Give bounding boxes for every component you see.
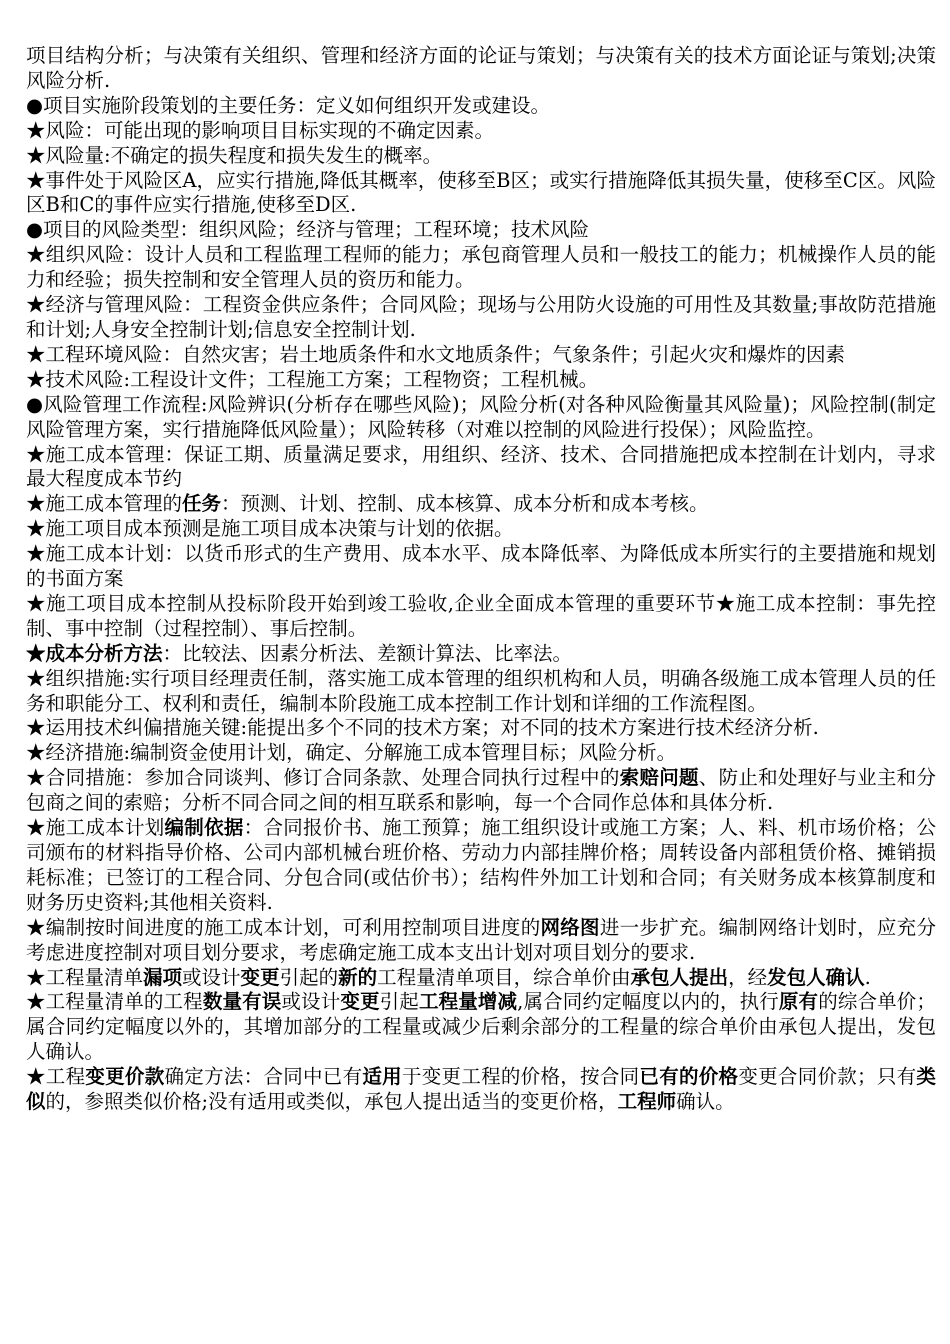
text-run: ：合同报价书、施工预算；施工组织设计或施工方案；人、料、机市场价格；公司颁布的材料指导价格、公司内部机械台班价格、劳动力内部挂牌价格；周转设备内部租赁价格、摊销损耗标准；已签订的工程合同、分包合同(或估价书）；结构件外加工计划和合同；有关财务成本核算制度和财务历史资料;其他相关资料. xyxy=(26,816,936,914)
paragraph xyxy=(26,592,936,642)
paragraph xyxy=(26,119,936,144)
bold-text-run: 工程师 xyxy=(617,1090,677,1114)
text-run: ★风险：可能出现的影响项目目标实现的不确定因素。 xyxy=(26,118,495,142)
text-run: 工程量清单项目，综合单价由 xyxy=(377,965,631,989)
bold-text-run: 索赔问题 xyxy=(619,766,699,790)
paragraph xyxy=(26,1065,936,1115)
paragraph xyxy=(26,990,936,1065)
paragraph xyxy=(26,816,936,916)
text-run: ★事件处于风险区A，应实行措施,降低其概率，使移至B区；或实行措施降低其损失量，使移至C区。风险区B和C的事件应实行措施,使移至D区. xyxy=(26,168,936,217)
text-run: 或设计 xyxy=(182,965,241,989)
text-run: ●项目实施阶段策划的主要任务：定义如何组织开发或建设。 xyxy=(26,93,551,117)
paragraph xyxy=(26,368,936,393)
text-run: ★组织风险：设计人员和工程监理工程师的能力；承包商管理人员和一般技工的能力；机械操作人员的能力和经验；损失控制和安全管理人员的资历和能力。 xyxy=(26,243,936,292)
bold-text-run: 新的 xyxy=(338,965,378,989)
text-run: ★施工项目成本控制从投标阶段开始到竣工验收,企业全面成本管理的重要环节★施工成本控制：事先控制、事中控制（过程控制）、事后控制。 xyxy=(26,591,936,640)
text-run: ★组织措施:实行项目经理责任制，落实施工成本管理的组织机构和人员，明确各级施工成本管理人员的任务和职能分工、权利和责任，编制本阶段施工成本控制工作计划和详细的工作流程图。 xyxy=(26,666,936,715)
text-run: 或设计 xyxy=(281,990,341,1014)
text-run: ★施工成本管理的 xyxy=(26,492,183,516)
paragraph xyxy=(26,542,936,592)
paragraph xyxy=(26,218,936,243)
text-run: ★施工成本管理：保证工期、质量满足要求，用组织、经济、技术、合同措施把成本控制在计划内，寻求最大程度成本节约 xyxy=(26,442,936,491)
paragraph xyxy=(26,94,936,119)
paragraph xyxy=(26,144,936,169)
text-run: 的，参照类似价格;没有适用或类似，承包人提出适当的变更价格， xyxy=(45,1090,618,1114)
text-run: ★编制按时间进度的施工成本计划，可利用控制项目进度的 xyxy=(26,915,541,939)
text-run: ★合同措施：参加合同谈判、修订合同条款、处理合同执行过程中的 xyxy=(26,766,620,790)
bold-text-run: 漏项 xyxy=(143,965,183,989)
bold-text-run: 类似 xyxy=(26,1065,936,1114)
text-run: ,属合同约定幅度以内的，执行 xyxy=(517,990,779,1014)
text-run: ★施工项目成本预测是施工项目成本决策与计划的依据。 xyxy=(26,517,514,541)
bold-text-run: 变更 xyxy=(340,990,380,1014)
bold-text-run: 数量有误 xyxy=(202,990,282,1014)
text-run: ★经济措施:编制资金使用计划，确定、分解施工成本管理目标；风险分析。 xyxy=(26,741,677,765)
paragraph xyxy=(26,243,936,293)
bold-text-run: 变更价款 xyxy=(85,1065,165,1089)
paragraph xyxy=(26,293,936,343)
bold-text-run: 变更 xyxy=(240,965,280,989)
text-run: ★运用技术纠偏措施关键:能提出多个不同的技术方案；对不同的技术方案进行技术经济分析. xyxy=(26,716,819,740)
paragraph xyxy=(26,642,936,667)
text-run: ●项目的风险类型：组织风险；经济与管理；工程环境；技术风险 xyxy=(26,218,590,242)
paragraph xyxy=(26,44,936,94)
paragraph xyxy=(26,741,936,766)
document-body xyxy=(26,44,936,1115)
paragraph xyxy=(26,343,936,368)
text-run: 进一步扩充。编制网络计划时，应充分考虑进度控制对项目划分要求，考虑确定施工成本支出计划对项目划分的要求. xyxy=(26,915,936,964)
bold-text-run: 网络图 xyxy=(540,915,600,939)
paragraph xyxy=(26,716,936,741)
paragraph xyxy=(26,443,936,493)
text-run: ★技术风险:工程设计文件；工程施工方案；工程物资；工程机械。 xyxy=(26,367,599,391)
paragraph xyxy=(26,766,936,816)
text-run: ，经 xyxy=(728,965,768,989)
text-run: ：预测、计划、控制、成本核算、成本分析和成本考核。 xyxy=(221,492,709,516)
text-run: 、防止和处理好与业主和分包商之间的索赔；分析不同合同之间的相互联系和影响，每一个合同作总体和具体分析. xyxy=(26,766,936,815)
text-run: 确认。 xyxy=(676,1090,735,1114)
text-run: ★工程量清单 xyxy=(26,965,144,989)
bold-text-run: 发包人确认 xyxy=(767,965,865,989)
text-run: ★施工成本计划：以货币形式的生产费用、成本水平、成本降低率、为降低成本所实行的主要措施和规划的书面方案 xyxy=(26,542,936,591)
text-run: ★工程环境风险：自然灾害；岩土地质条件和水文地质条件；气象条件；引起火灾和爆炸的因素 xyxy=(26,342,846,366)
paragraph xyxy=(26,393,936,443)
bold-text-run: 任务 xyxy=(182,492,222,516)
text-run: ★工程量清单的工程 xyxy=(26,990,203,1014)
text-run: 的综合单价；属合同约定幅度以外的，其增加部分的工程量或减少后剩余部分的工程量的综合单价由承包人提出，发包人确认。 xyxy=(26,990,936,1064)
bold-text-run: 适用 xyxy=(362,1065,402,1089)
text-run: 确定方法：合同中已有 xyxy=(164,1065,363,1089)
bold-text-run: 工程量增减 xyxy=(418,990,518,1014)
text-run: 于变更工程的价格，按合同 xyxy=(401,1065,640,1089)
text-run: ★施工成本计划 xyxy=(26,816,165,840)
text-run: ★经济与管理风险：工程资金供应条件；合同风险；现场与公用防火设施的可用性及其数量;事故防范措施和计划;人身安全控制计划;信息安全控制计划. xyxy=(26,293,936,341)
bold-text-run: ★成本分析方法 xyxy=(26,641,163,665)
text-run: 引起的 xyxy=(279,965,339,989)
text-run: ●风险管理工作流程:风险辨识(分析存在哪些风险)；风险分析(对各种风险衡量其风险量)；风险控制(制定风险管理方案，实行措施降低风险量）；风险转移（对难以控制的风险进行投保）；风险监控。 xyxy=(26,392,936,441)
paragraph xyxy=(26,492,936,517)
paragraph xyxy=(26,667,936,717)
text-run: ★工程 xyxy=(26,1065,86,1089)
bold-text-run: 编制依据 xyxy=(164,816,244,840)
text-run: 项目结构分析；与决策有关组织、管理和经济方面的论证与策划；与决策有关的技术方面论证与策划;决策风险分析. xyxy=(26,44,936,92)
paragraph xyxy=(26,169,936,219)
paragraph xyxy=(26,517,936,542)
text-run: 变更合同价款；只有 xyxy=(738,1065,917,1089)
text-run: . xyxy=(864,965,871,989)
bold-text-run: 已有的价格 xyxy=(639,1065,739,1089)
text-run: ：比较法、因素分析法、差额计算法、比率法。 xyxy=(162,641,573,665)
bold-text-run: 原有 xyxy=(778,990,819,1014)
text-run: 引起 xyxy=(379,990,419,1014)
text-run: ★风险量:不确定的损失程度和损失发生的概率。 xyxy=(26,143,443,167)
paragraph xyxy=(26,966,936,991)
bold-text-run: 承包人提出 xyxy=(630,965,729,989)
paragraph xyxy=(26,916,936,966)
